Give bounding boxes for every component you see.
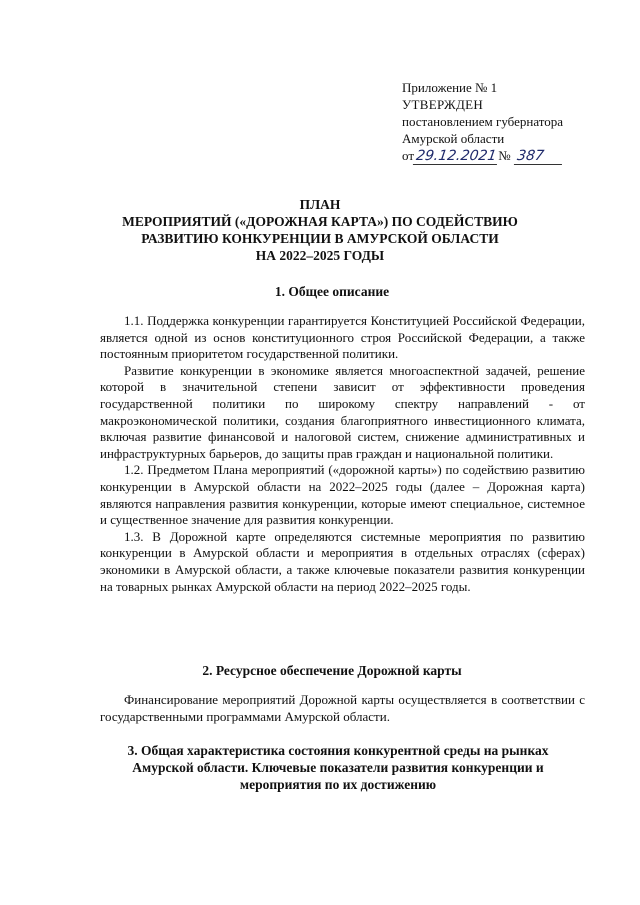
approval-block (402, 79, 563, 165)
decree-date-line (402, 147, 563, 165)
number-prefix: № (498, 148, 511, 163)
approved-label: УТВЕРЖДЕН (402, 97, 484, 112)
section-2-heading: 2. Ресурсное обеспечение Дорожной карты (202, 663, 462, 678)
section-3-heading-line-3: мероприятия по их достижению (239, 777, 437, 792)
section-3-heading (96, 742, 580, 793)
approved-region: Амурской области (402, 131, 505, 146)
title-line-3: РАЗВИТИЮ КОНКУРЕНЦИИ В АМУРСКОЙ ОБЛАСТИ (141, 231, 499, 246)
title-line-2: МЕРОПРИЯТИЙ («ДОРОЖНАЯ КАРТА») ПО СОДЕЙСТВИЮ (122, 214, 518, 229)
paragraph-1-2: 1.2. Предметом Плана мероприятий («дорожной карты») по содействию развитию конкуренции в Амурской области на 2022–2025 годы (далее – Дорожная карта) являются направления развития конкуренции, которые имеют специальное, системное и существенное значение для развития конкуренции. (100, 462, 585, 528)
title-line-4: НА 2022–2025 ГОДЫ (255, 248, 385, 263)
paragraph-1-1-continued: Развитие конкуренции в экономике является многоаспектной задачей, решение которой в значительной степени зависит от эффективности проведения государственной политики по широкому спектру направлений - от макроэкономической политики, создания благоприятного инвестиционного климата, включая развитие финансовой и налоговой систем, снижение административных и инфраструктурных барьеров, до защиты прав граждан и национальной политики. (100, 362, 585, 461)
date-prefix: от (402, 148, 415, 163)
title-line-1: ПЛАН (299, 197, 341, 212)
paragraph-1-1: 1.1. Поддержка конкуренции гарантируется Конституцией Российской Федерации, является одной из основ конституционного строя Российской Федерации, а также постоянным приоритетом государственной политики. (100, 313, 585, 362)
paragraph-2-1: Финансирование мероприятий Дорожной карты осуществляется в соответствии с государственными программами Амурской области. (100, 692, 585, 724)
section-1-heading: 1. Общее описание (274, 284, 390, 299)
paragraph-1-3: 1.3. В Дорожной карте определяются системные мероприятия по развитию конкуренции в Амурской области и мероприятия в отдельных отраслях (сферах) экономики в Амурской области, а также ключевые показатели развития конкуренции на товарных рынках Амурской области на период 2022–2025 годы. (100, 528, 585, 594)
appendix-number: Приложение № 1 (402, 80, 498, 95)
section-3-heading-line-1: 3. Общая характеристика состояния конкурентной среды на рынках (127, 743, 549, 758)
handwritten-number: 387 (513, 149, 563, 165)
approved-by-decree: постановлением губернатора (402, 114, 564, 129)
section-1-body (100, 313, 585, 595)
section-2-body (100, 692, 585, 725)
handwritten-date: 29.12.2021 (413, 149, 499, 165)
document-title (0, 196, 640, 264)
section-3-heading-line-2: Амурской области. Ключевые показатели развития конкуренции и (132, 760, 544, 775)
